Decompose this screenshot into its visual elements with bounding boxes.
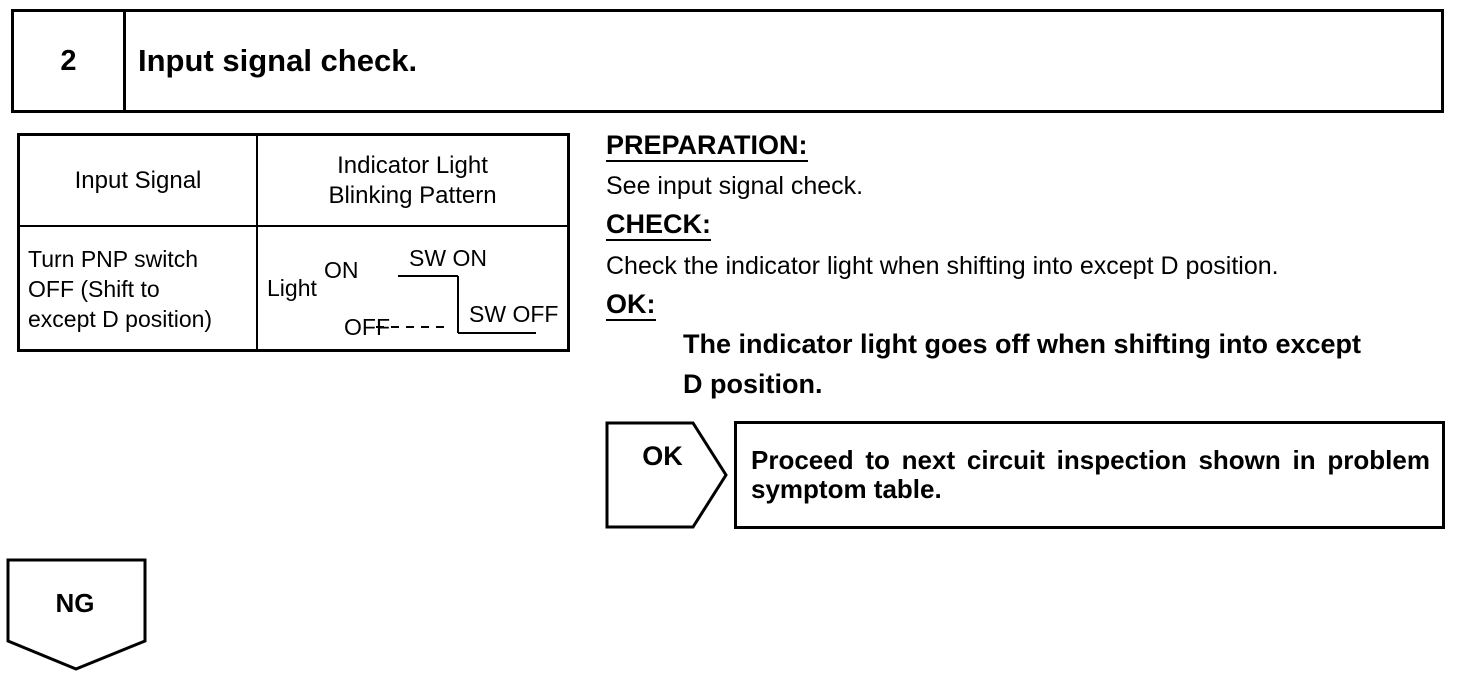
label-off: OFF	[344, 314, 390, 340]
ok-branch-arrow-icon	[605, 421, 730, 531]
check-text: Check the indicator light when shifting into except D position.	[606, 252, 1279, 280]
input-condition-line3: except D position)	[28, 306, 213, 332]
header-indicator-line2: Blinking Pattern	[328, 181, 497, 209]
input-signal-table	[17, 133, 570, 352]
table-header-indicator-light	[258, 136, 567, 225]
step-header	[11, 9, 1444, 113]
ok-result	[683, 324, 1361, 404]
preparation-heading: PREPARATION:	[606, 130, 808, 160]
step-title: Input signal check.	[138, 43, 418, 78]
ng-branch-label: NG	[55, 588, 95, 618]
table-cell-input-condition	[28, 244, 253, 334]
label-sw-off: SW OFF	[469, 301, 559, 327]
blinking-pattern-diagram	[258, 227, 567, 349]
ok-branch-label: OK	[642, 441, 683, 471]
label-on: ON	[324, 257, 359, 283]
table-header-input-signal: Input Signal	[74, 166, 202, 194]
header-indicator-line1: Indicator Light	[337, 151, 488, 179]
label-sw-on: SW ON	[409, 245, 487, 271]
input-condition-line2: OFF (Shift to	[28, 276, 160, 302]
input-condition-line1: Turn PNP switch	[28, 246, 198, 272]
ok-result-line1: The indicator light goes off when shifting into except	[683, 329, 1362, 359]
check-heading: CHECK:	[606, 209, 711, 239]
ok-heading: OK:	[606, 289, 656, 319]
ok-branch-action: Proceed to next circuit inspection shown in problem symptom table.	[734, 421, 1445, 529]
ok-result-line2: D position.	[683, 369, 823, 399]
label-light: Light	[267, 275, 317, 301]
step-number: 2	[14, 12, 126, 110]
preparation-text: See input signal check.	[606, 172, 864, 200]
